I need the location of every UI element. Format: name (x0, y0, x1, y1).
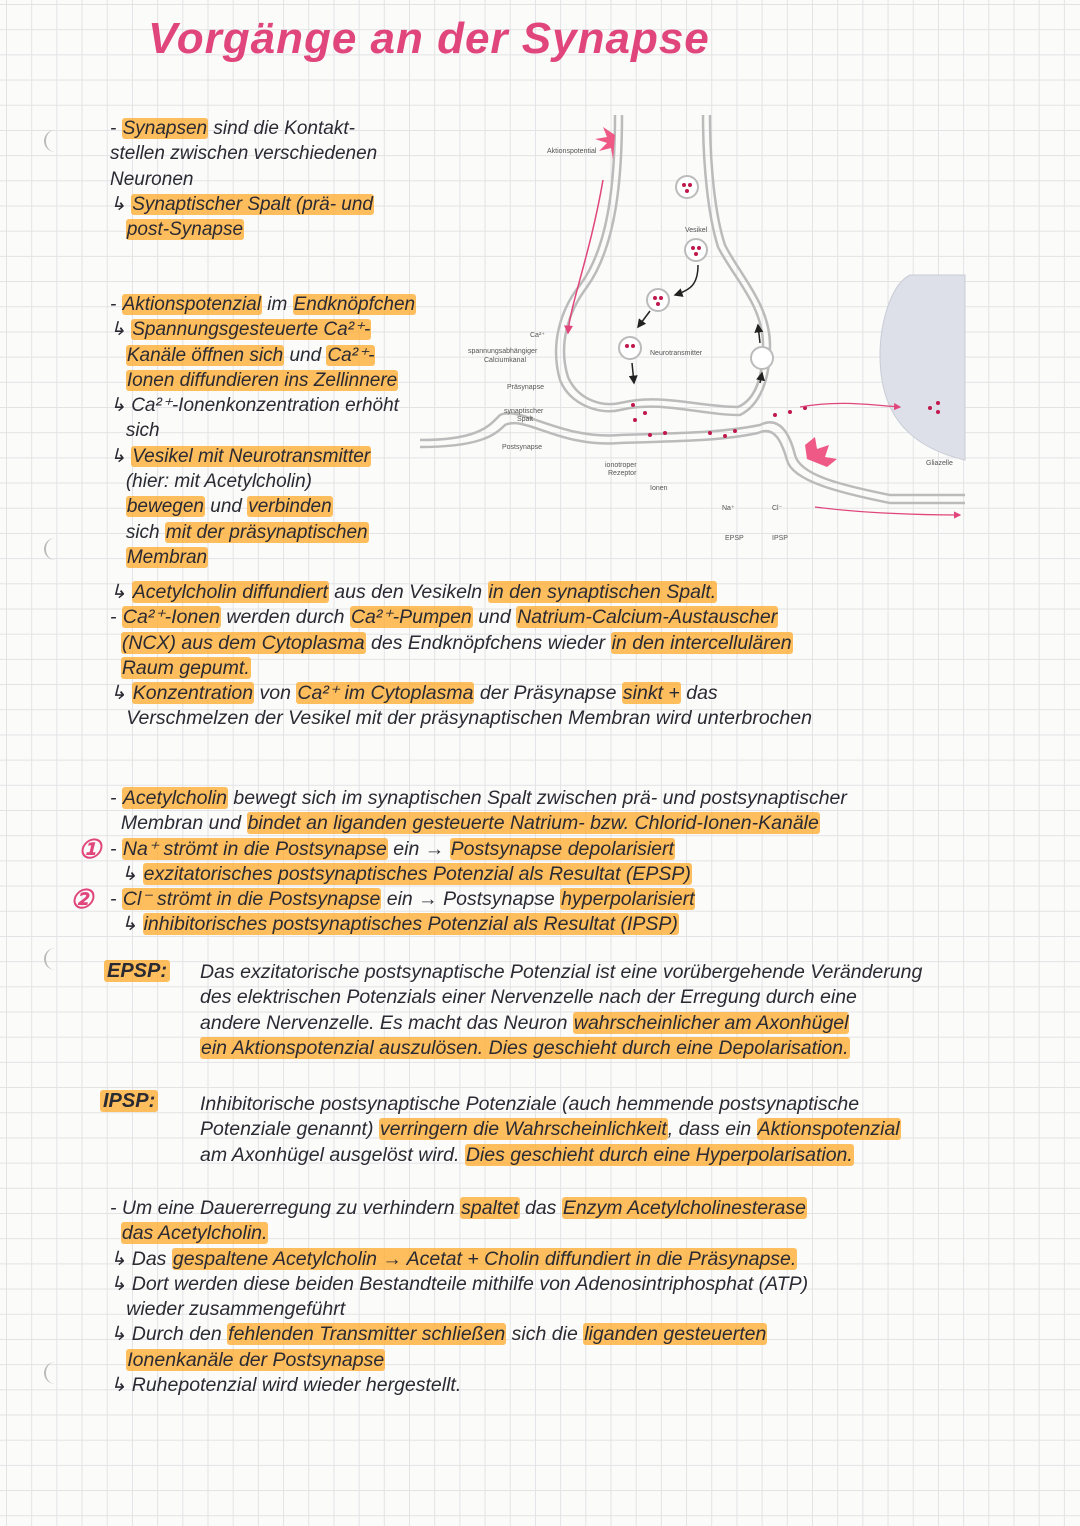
highlighted-text: Synaptischer Spalt (prä- und (132, 193, 373, 215)
text-segment: ↳ (110, 913, 143, 936)
text-segment: und (204, 496, 248, 518)
text-line (200, 1036, 922, 1061)
highlighted-text: wahrscheinlicher am Axonhügel (573, 1011, 849, 1034)
acetylcholinesterase-block (110, 1196, 808, 1398)
highlighted-text: bindet an liganden gesteuerte Natrium- bzw. Chlorid-Ionen-Kanäle (247, 812, 819, 835)
svg-text:Spalt: Spalt (517, 416, 533, 423)
action-potential-block (110, 292, 416, 570)
svg-text:Calciumkanal: Calciumkanal (484, 357, 527, 364)
highlighted-text: inhibitorisches postsynaptisches Potenzial als Resultat (IPSP) (143, 913, 678, 936)
text-segment: ↳ Ca²⁺-Ionenkonzentration erhöht (110, 395, 399, 417)
highlighted-text: bewegen (126, 496, 204, 518)
highlighted-text: Dies geschieht durch eine Hyperpolarisation. (465, 1143, 853, 1166)
svg-text:ionotroper: ionotroper (605, 462, 637, 469)
text-line (110, 167, 377, 192)
text-segment (110, 496, 126, 517)
text-line (110, 605, 812, 630)
text-line (110, 116, 377, 141)
text-line (200, 960, 922, 985)
highlighted-text: (NCX) aus dem Cytoplasma (121, 631, 365, 654)
presynapse-membrane (556, 115, 770, 415)
text-line (110, 1373, 808, 1398)
text-segment: des Endknöpfchens wieder (365, 631, 611, 654)
text-segment: des elektrischen Potenzials einer Nervenzelle nach der Erregung durch eine (200, 986, 857, 1009)
text-segment (110, 547, 126, 568)
highlighted-text: ein Aktionspotenzial auszulösen. Dies geschieht durch eine Depolarisation. (201, 1036, 849, 1059)
text-line (110, 545, 416, 570)
svg-text:spannungsabhängiger: spannungsabhängiger (468, 348, 538, 355)
text-segment: - Um eine Dauererregung zu verhindern (110, 1197, 461, 1219)
text-line (110, 292, 416, 317)
text-segment: Potenziale genannt) (200, 1118, 379, 1141)
highlighted-text: in den synaptischen Spalt. (488, 581, 717, 603)
number-two-marker: ② (70, 884, 94, 914)
binder-hole (44, 538, 60, 560)
text-line (110, 1196, 808, 1221)
text-line (110, 811, 847, 836)
text-segment: ↳ Durch den (110, 1323, 228, 1346)
text-segment: und (284, 344, 327, 366)
text-segment (110, 632, 121, 654)
svg-text:Aktionspotential: Aktionspotential (547, 148, 597, 155)
svg-text:Na⁺: Na⁺ (722, 505, 735, 512)
text-segment: werden durch (220, 606, 350, 629)
text-segment: ↳ (110, 581, 132, 603)
binder-hole (44, 130, 60, 152)
svg-text:EPSP: EPSP (725, 535, 744, 542)
svg-text:synaptischer: synaptischer (504, 408, 544, 415)
action-potential-burst (595, 127, 615, 160)
text-line (110, 1221, 808, 1246)
epsp-label (104, 960, 170, 983)
highlighted-text: Ca²⁺ im Cytoplasma (297, 682, 474, 705)
text-line (110, 631, 812, 656)
text-segment: Das exzitatorische postsynaptische Potenzial ist eine vorübergehende Veränderung (200, 961, 923, 983)
text-segment: andere Nervenzelle. Es macht das Neuron (200, 1011, 573, 1034)
epsp-label-text: EPSP: (104, 960, 170, 982)
text-segment: ↳ Das (110, 1247, 172, 1270)
svg-text:Präsynapse: Präsynapse (507, 384, 544, 391)
text-segment: - (110, 118, 122, 139)
signal-arrow (815, 507, 960, 515)
highlighted-text: Kanäle öffnen sich (126, 344, 284, 366)
svg-text:Ionen: Ionen (650, 485, 668, 492)
text-segment: - (110, 787, 122, 809)
text-segment: am Axonhügel ausgelöst wird. (200, 1143, 465, 1166)
postsynapse-membrane (420, 413, 965, 503)
highlighted-text: Synapsen (122, 118, 208, 139)
text-segment (110, 370, 126, 391)
text-segment: ein → (387, 837, 450, 860)
ipsp-block (200, 1092, 901, 1168)
text-line (200, 985, 922, 1010)
highlighted-text: fehlenden Transmitter schließen (228, 1323, 506, 1346)
text-segment: ↳ (110, 445, 132, 467)
text-segment: ↳ (110, 319, 132, 341)
highlighted-text: Spannungsgesteuerte Ca²⁺- (132, 319, 371, 341)
highlighted-text: Endknöpfchen (293, 294, 416, 315)
text-segment: bewegt sich im synaptischen Spalt zwischen prä- und postsynaptischer (227, 787, 847, 809)
svg-text:Cl⁻: Cl⁻ (772, 505, 783, 512)
highlighted-text: Ionenkanäle der Postsynapse (127, 1348, 385, 1371)
number-one-marker: ① (78, 834, 102, 864)
highlighted-text: Raum gepumt. (121, 656, 250, 679)
highlighted-text: gespaltene Acetylcholin → Acetat + Cholin diffundiert in die Präsynapse. (172, 1247, 797, 1270)
svg-text:Postsynapse: Postsynapse (502, 444, 543, 451)
ipsp-label-text: IPSP: (100, 1090, 158, 1112)
text-line (110, 1247, 808, 1272)
glia-arrow (800, 403, 900, 407)
highlighted-text: Ionen diffundieren ins Zellinnere (126, 369, 398, 391)
text-segment: sich die (506, 1323, 584, 1346)
text-segment: wieder zusammengeführt (110, 1298, 346, 1321)
highlighted-text: hyperpolarisiert (561, 888, 695, 911)
text-line (110, 217, 377, 242)
page-title: Vorgänge an der Synapse (148, 14, 710, 63)
text-line (110, 393, 416, 418)
svg-text:Gliazelle: Gliazelle (926, 460, 953, 467)
text-line (110, 681, 812, 706)
svg-text:Ca²⁺: Ca²⁺ (530, 332, 545, 339)
text-line (200, 1117, 901, 1142)
text-segment: das (519, 1197, 562, 1219)
text-line (110, 837, 847, 862)
text-line (110, 1322, 808, 1347)
text-segment: - (110, 294, 122, 315)
text-segment: Verschmelzen der Vesikel mit der präsynaptischen Membran wird unterbrochen (110, 707, 812, 730)
text-segment (110, 1222, 121, 1244)
intro-block (110, 116, 377, 242)
text-line (110, 368, 416, 393)
text-line (110, 1272, 808, 1297)
text-line (110, 1297, 808, 1322)
epsp-block (200, 960, 922, 1061)
svg-text:Neurotransmitter: Neurotransmitter (650, 350, 703, 357)
highlighted-text: mit der präsynaptischen (165, 521, 368, 543)
text-line (110, 494, 416, 519)
text-segment: (hier: mit Acetylcholin) (110, 471, 313, 493)
text-segment: ↳ Ruhepotenzial wird wieder hergestellt. (110, 1374, 462, 1397)
text-segment: ↳ Dort werden diese beiden Bestandteile mithilfe von Adenosintriphosphat (ATP) (110, 1272, 809, 1295)
text-segment: der Präsynapse (474, 682, 622, 705)
calcium-block (110, 580, 812, 732)
highlighted-text: Aktionspotenzial (122, 294, 261, 315)
text-segment: sich (110, 420, 160, 442)
highlighted-text: exzitatorisches postsynaptisches Potenzial als Resultat (EPSP) (143, 862, 691, 885)
text-segment (110, 657, 121, 679)
highlighted-text: Ca²⁺-Pumpen (350, 606, 472, 629)
text-segment: von (254, 682, 297, 705)
text-segment: das (680, 682, 718, 705)
text-segment: im (261, 294, 293, 315)
highlighted-text: Acetylcholin diffundiert (132, 581, 328, 603)
highlighted-text: verbinden (248, 496, 332, 518)
text-line (110, 1348, 808, 1373)
text-segment: ↳ (110, 682, 132, 705)
text-line (110, 912, 847, 937)
text-segment: Inhibitorische postsynaptische Potenziale (auch hemmende postsynaptische (200, 1093, 860, 1115)
text-line (110, 656, 812, 681)
text-line (200, 1143, 901, 1168)
svg-text:IPSP: IPSP (772, 535, 788, 542)
ipsp-label (100, 1090, 158, 1113)
highlighted-text: Natrium-Calcium-Austauscher (517, 606, 778, 629)
text-segment: sich (110, 521, 165, 543)
text-line (110, 317, 416, 342)
highlighted-text: das Acetylcholin. (121, 1222, 268, 1245)
highlighted-text: liganden gesteuerten (584, 1323, 767, 1346)
text-line (110, 520, 416, 545)
text-line (200, 1011, 922, 1036)
text-segment: Neuronen (110, 168, 194, 190)
text-line (110, 343, 416, 368)
text-line (110, 862, 847, 887)
text-segment: ↳ (110, 862, 143, 885)
synapse-diagram (420, 115, 980, 555)
text-segment: , dass ein (667, 1118, 757, 1141)
postsynaptic-burst (805, 437, 837, 467)
text-segment: sind die Kontakt- (208, 118, 355, 139)
text-line (200, 1092, 901, 1117)
text-line (110, 418, 416, 443)
text-segment: aus den Vesikeln (328, 581, 488, 603)
highlighted-text: spaltet (461, 1197, 519, 1219)
text-segment: ein → Postsynapse (381, 888, 561, 911)
text-line (110, 141, 377, 166)
text-segment (110, 219, 126, 240)
text-line (110, 580, 812, 605)
binder-hole (44, 1362, 60, 1384)
highlighted-text: Cl⁻ strömt in die Postsynapse (122, 888, 381, 911)
highlighted-text: Na⁺ strömt in die Postsynapse (122, 837, 387, 860)
text-line (110, 192, 377, 217)
highlighted-text: Ca²⁺-Ionen (122, 606, 220, 629)
text-segment: stellen zwischen verschiedenen (110, 143, 378, 165)
text-line (110, 706, 812, 731)
binder-hole (44, 948, 60, 970)
text-segment: - (110, 606, 122, 629)
text-line (110, 469, 416, 494)
text-segment: ↳ (110, 193, 132, 215)
text-segment: - (110, 888, 122, 911)
text-segment: und (472, 606, 517, 629)
svg-text:Vesikel: Vesikel (685, 227, 708, 234)
highlighted-text: Vesikel mit Neurotransmitter (132, 445, 371, 467)
text-line (110, 786, 847, 811)
highlighted-text: verringern die Wahrscheinlichkeit (379, 1118, 667, 1141)
highlighted-text: Konzentration (132, 682, 254, 705)
text-segment (110, 345, 126, 366)
highlighted-text: Postsynapse depolarisiert (450, 837, 674, 860)
svg-text:Rezeptor: Rezeptor (608, 470, 637, 477)
glial-cell (880, 275, 965, 460)
highlighted-text: Membran (126, 546, 208, 568)
text-line (110, 444, 416, 469)
highlighted-text: post-Synapse (126, 219, 244, 241)
highlighted-text: Ca²⁺- (327, 344, 375, 366)
text-segment: Membran und (110, 812, 247, 835)
highlighted-text: Aktionspotenzial (757, 1118, 900, 1141)
text-line (110, 887, 847, 912)
vesicles (619, 176, 773, 369)
text-segment: - (110, 837, 122, 860)
highlighted-text: sinkt + (622, 682, 680, 705)
highlighted-text: Enzym Acetylcholinesterase (562, 1197, 806, 1219)
highlighted-text: Acetylcholin (122, 787, 227, 809)
highlighted-text: in den intercellulären (611, 631, 792, 654)
text-segment (110, 1349, 126, 1371)
postsynapse-block (110, 786, 847, 938)
